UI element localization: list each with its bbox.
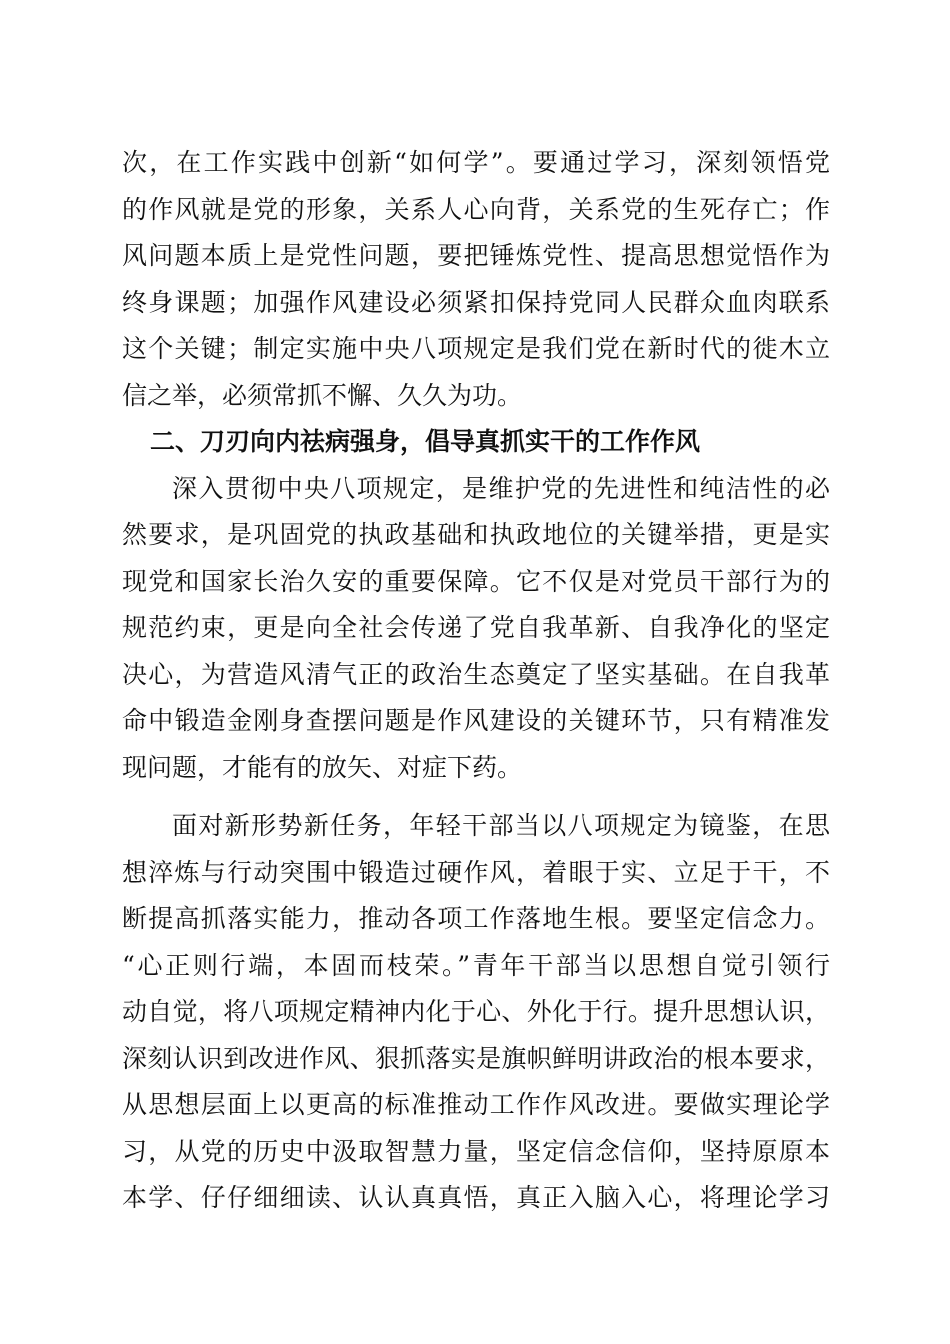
text-line: 命中锻造金刚身查摆问题是作风建设的关键环节，只有精准发 — [122, 706, 830, 735]
document-body — [122, 140, 830, 1222]
text-line: 想淬炼与行动突围中锻造过硬作风，着眼于实、立足于干，不 — [122, 857, 830, 887]
text-line: 终身课题；加强作风建设必须紧扣保持党同人民群众血肉联系 — [122, 287, 830, 317]
text-line: 深入贯彻中央八项规定，是维护党的先进性和纯洁性的必 — [172, 473, 830, 503]
text-line: 信之举，必须常抓不懈、久久为功。 — [122, 380, 523, 410]
text-line: 风问题本质上是党性问题，要把锤炼党性、提高思想觉悟作为 — [122, 241, 830, 270]
text-line: 规范约束，更是向全社会传递了党自我革新、自我净化的坚定 — [122, 613, 830, 642]
text-line: 现党和国家长治久安的重要保障。它不仅是对党员干部行为的 — [122, 566, 830, 596]
text-line: 然要求，是巩固党的执政基础和执政地位的关键举措，更是实 — [122, 520, 830, 549]
text-line: 这个关键；制定实施中央八项规定是我们党在新时代的徙木立 — [122, 334, 830, 363]
text-line: 面对新形势新任务，年轻干部当以八项规定为镜鉴，在思 — [172, 811, 830, 840]
text-line: 断提高抓落实能力，推动各项工作落地生根。要坚定信念力。 — [122, 904, 830, 933]
paragraph-gap — [122, 791, 830, 803]
text-line: 深刻认识到改进作风、狠抓落实是旗帜鲜明讲政治的根本要求， — [122, 1043, 830, 1073]
section-heading: 二、刀刃向内祛病强身，倡导真抓实干的工作作风 — [150, 427, 701, 456]
text-line: 现问题，才能有的放矢、对症下药。 — [122, 752, 523, 782]
text-line: 次，在工作实践中创新“如何学”。要通过学习，深刻领悟党 — [122, 148, 830, 177]
text-line: 从思想层面上以更高的标准推动工作作风改进。要做实理论学 — [122, 1090, 830, 1119]
text-line: 习，从党的历史中汲取智慧力量，坚定信念信仰，坚持原原本 — [122, 1136, 830, 1166]
text-line: “心正则行端，本固而枝荣。”青年干部当以思想自觉引领行 — [122, 950, 830, 980]
text-line: 决心，为营造风清气正的政治生态奠定了坚实基础。在自我革 — [122, 659, 830, 689]
text-line: 本学、仔仔细细读、认认真真悟，真正入脑入心，将理论学习 — [122, 1183, 830, 1212]
text-line: 的作风就是党的形象，关系人心向背，关系党的生死存亡；作 — [122, 194, 830, 224]
text-line: 动自觉，将八项规定精神内化于心、外化于行。提升思想认识， — [122, 997, 830, 1026]
